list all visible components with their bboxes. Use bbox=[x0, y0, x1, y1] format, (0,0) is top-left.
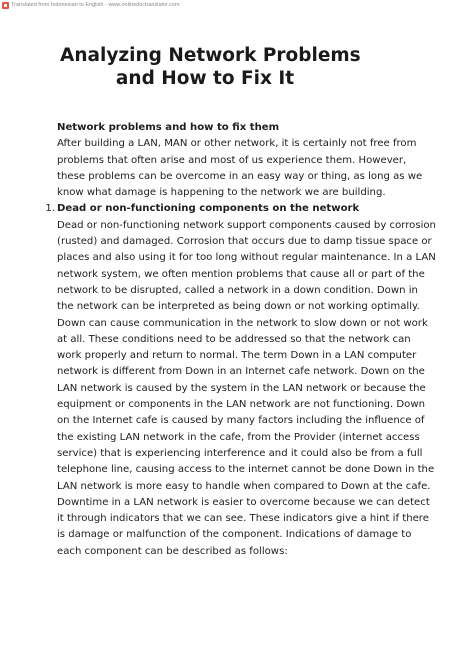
intro-paragraph: After building a LAN, MAN or other network, it is certainly not free from problems that often arise and most of us experience them. However, these problems can be overcome in an easy way or thing, as long as we know what damage is happening to the network we are building. bbox=[57, 138, 423, 199]
translation-banner bbox=[2, 0, 180, 10]
intro-heading: Network problems and how to fix them bbox=[57, 122, 280, 133]
section-1-heading-text: Dead or non-functioning components on the network bbox=[57, 203, 360, 215]
section-1-paragraph: Dead or non-functioning network support components caused by corrosion (rusted) and damaged. Corrosion that occurs due to damp tissue space or places and also using it for too long without regular maintenance. In a LAN network system, we often mention problems that cause all or part of the network to be disrupted, called a network in a down condition. Down in the network can be interpreted as being down or not working optimally. Down can cause communication in the network to slow down or not work at all. These conditions need to be addressed so that the network can work properly and return to normal. The term Down in a LAN computer network is different from Down in an Internet cafe network. Down on the LAN network is caused by the system in the LAN network or because the equipment or components in the LAN network are not functioning. Down on the Internet cafe is caused by many factors including the influence of the existing LAN network in the cafe, from the Provider (internet access service) that is experiencing interference and it could also be from a full telephone line, causing access to the internet cannot be done Down in the LAN network is more easy to handle when compared to Down at the cafe. Downtime in a LAN network is easier to overcome because we can detect it through indicators that we can see. These indicators give a hint if there is damage or malfunction of the component. Indications of damage to each component can be described as follows: bbox=[57, 219, 436, 557]
document-body bbox=[45, 120, 437, 560]
document-title bbox=[60, 44, 361, 90]
section-1-heading bbox=[45, 201, 437, 217]
section-1-number: 1. bbox=[45, 203, 55, 215]
document-title-line-2: and How to Fix It bbox=[115, 68, 295, 89]
document-title-line-1: Analyzing Network Problems bbox=[60, 45, 361, 66]
document-translator-icon bbox=[2, 2, 9, 9]
translation-banner-text: Translated from Indonesian to English - www.onlinedoctranslator.com bbox=[11, 2, 180, 8]
